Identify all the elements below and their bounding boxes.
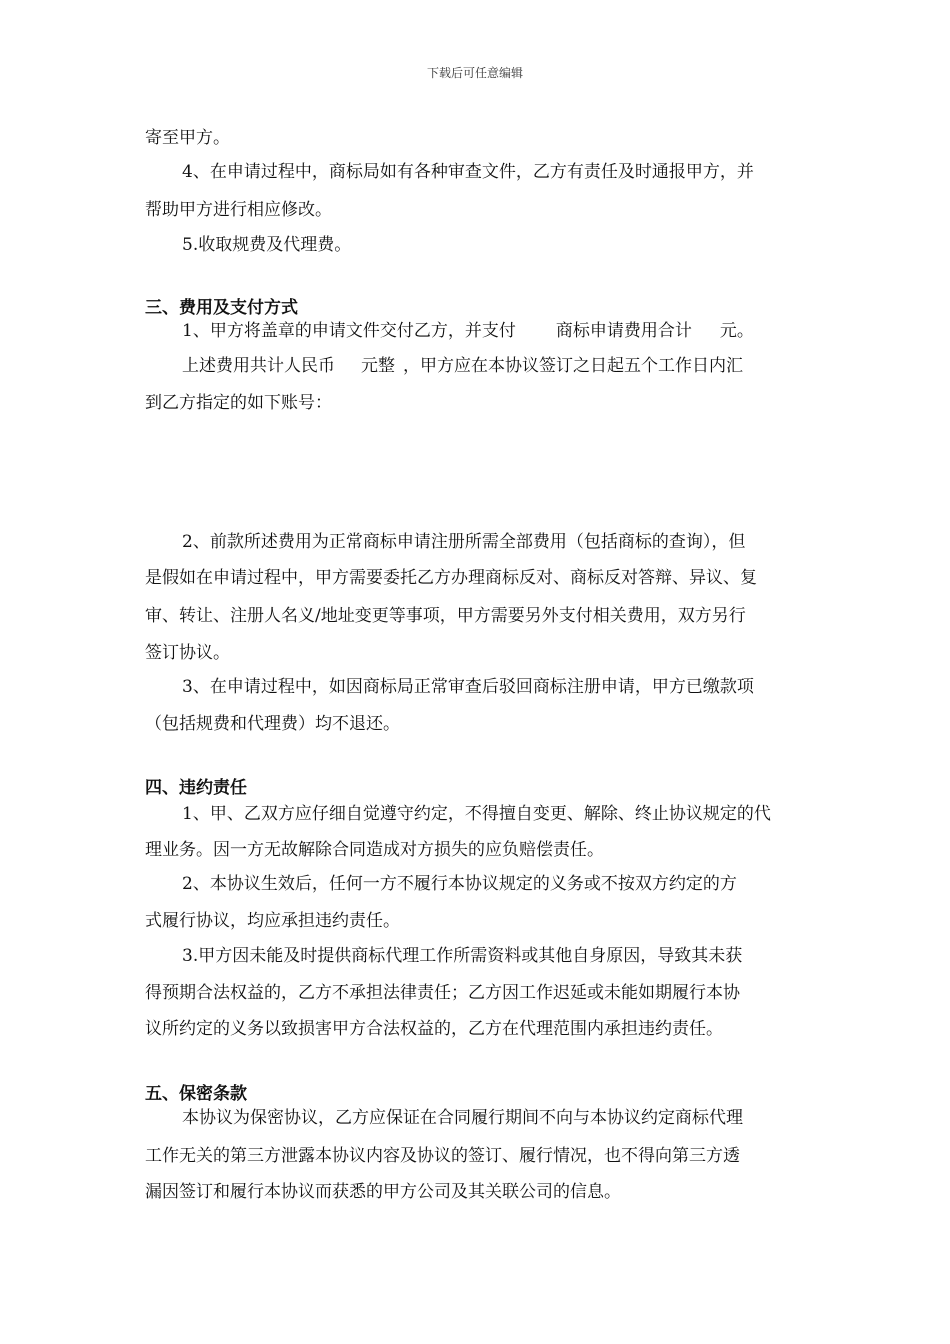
paragraph-line bbox=[182, 355, 743, 377]
paragraph-line: 漏因签订和履行本协议而获悉的甲方公司及其关联公司的信息。 bbox=[145, 1182, 621, 1202]
line-segment: 上述费用共计人民币 bbox=[182, 356, 335, 376]
line-segment: 1、甲方将盖章的申请文件交付乙方，并支付 bbox=[182, 321, 516, 341]
paragraph-line: 4、在申请过程中，商标局如有各种审查文件，乙方有责任及时通报甲方，并 bbox=[182, 162, 754, 182]
paragraph-line: 式履行协议，均应承担违约责任。 bbox=[145, 911, 400, 931]
section-heading-confidentiality: 五、保密条款 bbox=[145, 1084, 247, 1104]
paragraph-line: 寄至甲方。 bbox=[145, 128, 230, 148]
paragraph-line: 签订协议。 bbox=[145, 643, 230, 663]
line-segment: 元。 bbox=[719, 321, 754, 341]
page-header: 下载后可任意编辑 bbox=[426, 66, 523, 80]
paragraph-line: 2、前款所述费用为正常商标申请注册所需全部费用（包括商标的查询），但 bbox=[182, 532, 746, 552]
paragraph-line: 2、本协议生效后，任何一方不履行本协议规定的义务或不按双方约定的方 bbox=[182, 874, 737, 894]
section-heading-liability: 四、违约责任 bbox=[145, 778, 247, 798]
paragraph-line: 是假如在申请过程中，甲方需要委托乙方办理商标反对、商标反对答辩、异议、复 bbox=[145, 568, 757, 588]
paragraph-line: 得预期合法权益的，乙方不承担法律责任；乙方因工作迟延或未能如期履行本协 bbox=[145, 983, 740, 1003]
paragraph-line: 议所约定的义务以致损害甲方合法权益的，乙方在代理范围内承担违约责任。 bbox=[145, 1019, 723, 1039]
paragraph-line: 到乙方指定的如下账号： bbox=[145, 393, 332, 413]
paragraph-line: 3.甲方因未能及时提供商标代理工作所需资料或其他自身原因，导致其未获 bbox=[182, 946, 743, 966]
section-heading-fees: 三、费用及支付方式 bbox=[145, 298, 298, 318]
line-segment: 商标申请费用合计 bbox=[555, 321, 692, 341]
paragraph-line: 3、在申请过程中，如因商标局正常审查后驳回商标注册申请，甲方已缴款项 bbox=[182, 677, 754, 697]
paragraph-line: 理业务。因一方无故解除合同造成对方损失的应负赔偿责任。 bbox=[145, 840, 604, 860]
paragraph-line: 1、甲、乙双方应仔细自觉遵守约定，不得擅自变更、解除、终止协议规定的代 bbox=[182, 804, 771, 824]
paragraph-line: 帮助甲方进行相应修改。 bbox=[145, 200, 332, 220]
paragraph-line: 工作无关的第三方泄露本协议内容及协议的签订、履行情况，也不得向第三方透 bbox=[145, 1146, 740, 1166]
paragraph-line: （包括规费和代理费）均不退还。 bbox=[145, 714, 400, 734]
paragraph-line: 5.收取规费及代理费。 bbox=[182, 235, 352, 255]
paragraph-line: 本协议为保密协议，乙方应保证在合同履行期间不向与本协议约定商标代理 bbox=[182, 1108, 743, 1128]
line-segment: 元整 bbox=[361, 356, 395, 376]
line-segment: ，甲方应在本协议签订之日起五个工作日内汇 bbox=[403, 356, 743, 376]
paragraph-line: 审、转让、注册人名义/地址变更等事项，甲方需要另外支付相关费用，双方另行 bbox=[145, 606, 746, 626]
paragraph-line bbox=[182, 320, 754, 342]
